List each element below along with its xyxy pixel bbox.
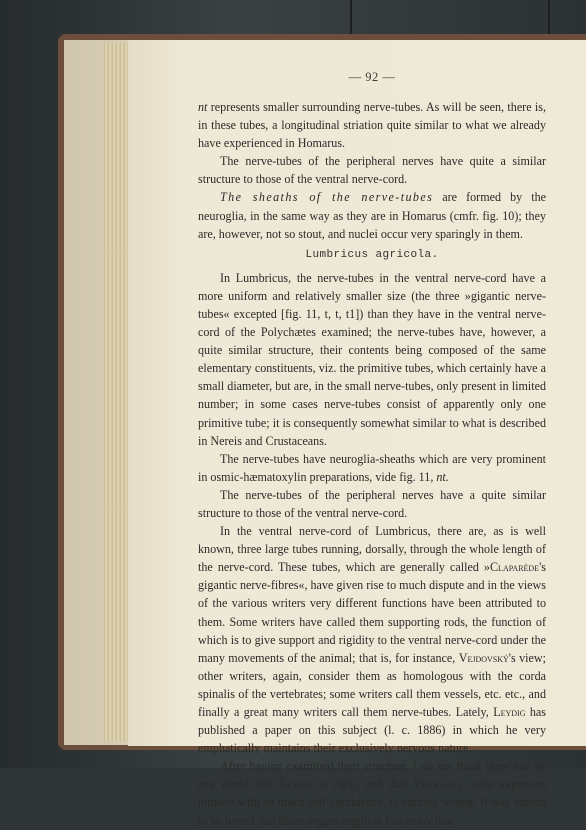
paragraph-1 xyxy=(198,98,546,152)
paragraph-8 xyxy=(198,757,546,829)
background-seam xyxy=(350,0,352,34)
paragraph-8-text-c: , who expresses himself with so much self-confidence, is entirely wrong. It was indeed to be hoped that those organs might at last enjoy that xyxy=(198,777,546,828)
author-leydig-2: Leydig xyxy=(279,777,313,792)
author-leydig: Leydig xyxy=(493,705,526,719)
paragraph-3-text: are formed by the neuroglia, in the same way as they are in Homarus (cmfr. fig. 10); they are, however, not so stout, and nuclei occur very sparingly in them. xyxy=(198,190,546,241)
author-vejdovsky-2: Vejdovský xyxy=(413,777,464,792)
author-vejdovsky: Vejdovský xyxy=(458,650,509,665)
page-stack xyxy=(104,42,130,742)
page-number: — 92 — xyxy=(348,70,396,84)
paragraph-5 xyxy=(198,450,546,486)
label-nt: nt xyxy=(198,100,208,114)
paragraph-8-text-a: After having examined their structure, I do not think there can be any doubt that xyxy=(198,759,546,792)
background-seam-right xyxy=(548,0,550,34)
section-heading: Lumbricus agricola. xyxy=(305,248,439,261)
page-text xyxy=(198,68,546,830)
paragraph-7-text-c: 's view; other writers, again, consider them as homologous with the corda spinalis of the vertebrates; some writers call them vessels, etc. etc., and finally a great many writers call them nerve-tubes. Lately, xyxy=(198,650,546,719)
paragraph-7-text-a: In the ventral nerve-cord of Lumbricus, there are, as is well known, three large tubes running, dorsally, through the whole length of the nerve-cord. These tubes, which are generally called » xyxy=(198,524,546,575)
paragraph-8-text-b: is right, and that xyxy=(312,777,414,792)
paragraph-7 xyxy=(198,522,546,757)
author-claparede: Claparède xyxy=(489,560,540,575)
paragraph-5-text: The nerve-tubes have neuroglia-sheaths which are very prominent in osmic-hæmatoxylin preparations, vide fig. 11, xyxy=(198,451,546,484)
paragraph-4: In Lumbricus, the nerve-tubes in the ventral nerve-cord have a more uniform and relatively smaller size (the three »gigantic nerve-tubes« excepted [fig. 11, t, t, t1]) than they have in the ventral nerve-cord of the Polychætes examined; the nerve-tubes have, however, a quite similar structure, their contents being composed of the same elementary constituents, viz. the primitive tubes, which certainly have a small diameter, but are, in the small nerve-tubes, only present in limited number; in some cases nerve-tubes consist of apparently only one primitive tube; it is consequently somewhat similar to what is described in Nereis and Crustaceans. xyxy=(198,270,546,448)
paragraph-7-text-b: 's gigantic nerve-fibres«, have given rise to much dispute and in the views of the various writers very different functions have been attributed to them. Some writers have called them supporting rods, the function of which is to give support and rigidity to the ventral nerve-cord under the many movements of the animal; that is, for instance, xyxy=(198,560,546,665)
paragraph-7-text-d: has published a paper on this subject (l. c. 1886) in which he very emphatically maintains their exclusively nervous nature. xyxy=(198,705,546,756)
paragraph-2: The nerve-tubes of the peripheral nerves have quite a similar structure to those of the ventral nerve-cord. xyxy=(198,154,546,187)
paragraph-3 xyxy=(198,188,546,242)
paragraph-6: The nerve-tubes of the peripheral nerves have a quite similar structure to those of the ventral nerve-cord. xyxy=(198,487,546,520)
label-nt-ref: nt. xyxy=(436,469,449,484)
emphasis-sheaths: The sheaths of the nerve-tubes xyxy=(220,190,434,205)
paragraph-1-text: represents smaller surrounding nerve-tubes. As will be seen, there is, in these tubes, a longitudinal striation quite similar to what we already have experienced in Homarus. xyxy=(198,100,546,151)
